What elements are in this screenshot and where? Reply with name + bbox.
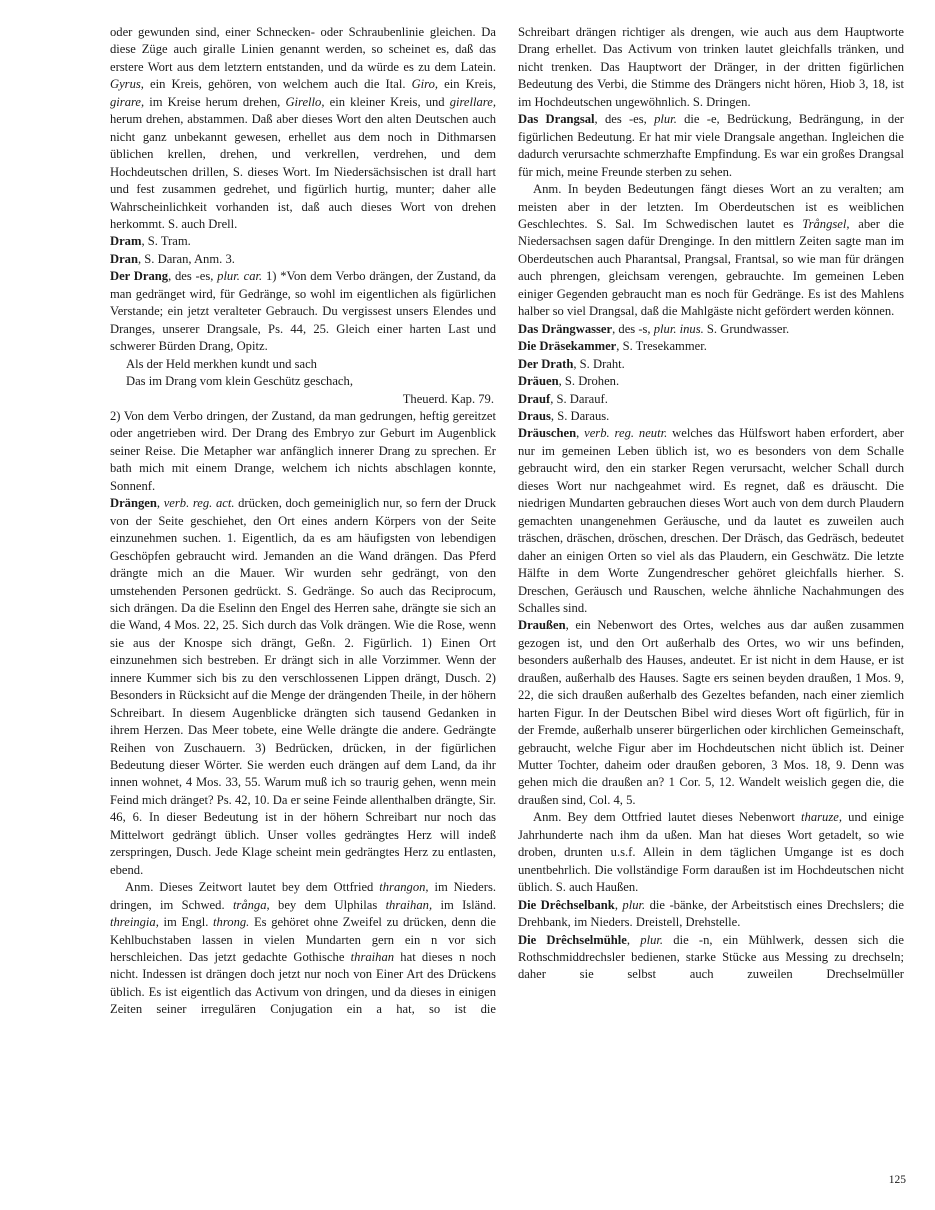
text-run: , des -es, [168,269,218,284]
left-paragraph-l8 [110,408,496,495]
right-paragraph-r7 [518,373,904,390]
text-run: Das im Drang vom klein Geschütz geschach, [126,374,353,389]
italic-term: girellare, [449,94,496,109]
left-paragraph-l2 [110,233,496,250]
text-run: Es gehöret ohne Zweifel zu drücken, denn die Kehlbuchstaben lassen in vielen Mundarten gern ein n vor sich herschleichen. Das jetzt gedachte Gothische [110,915,496,965]
text-run: welches das Hülfswort haben erfordert, aber nur im gemeinen Leben üblich ist, wo es besonders von dem Schalle gebraucht wird, den ein starker Regen verursacht, welcher Schall durch dieses Wort nur nachgeahmet wird. Es regnet, daß es dräuscht. Die niedrigen Mundarten gebrauchen dieses Wort auch von dem durch Plaudern gemachten unangenehmen Geräusche, und da lautet es zuweilen auch träschen, dräschen, dröschen, dreschen. Der Dräsch, das Gedräsch, bedeutet daher an einigen Orten so viel als das Plaudern, ein Geschwätz. Die letzte Hälfte in dem Worte Zungendrescher gehöret gleichfalls hierher. S. Dreschen, Geräusch und Rauschen, welche ähnliche Nachahmungen des Schalles sind. [518,426,904,615]
right-paragraph-r10 [518,425,904,617]
text-run: S. Grundwasser. [703,321,790,336]
left-paragraph-l9 [110,495,496,879]
left-column [110,24,496,1019]
text-run: die -n, ein Mühlwerk, dessen sich die Rothschmiddrechsler bedienen, starke Stücke aus Messing zu drechseln; daher sie selbst auch zuweilen Drechselmüller [518,932,905,982]
italic-term: Gyrus, [110,77,144,92]
right-paragraph-r6 [518,356,904,373]
text-run: , ein Nebenwort des Ortes, welches aus dar außen zusammen gezogen ist, und den Ort außerhalb des Ortes, wo wir uns befinden, besonders außerhalb des Hauses, andeutet. Er ist nicht in dem Hause, er ist draußen, außerhalb des Hauses. Sagte ers seinen beyden draußen, 1 Mos. 9, 22, die sich draußen außerhalb des Gezeltes befanden, nach einer ziemlich harten Figur. In der Deutschen Bibel wird dieses Wort oft figürlich, für in der Fremde, außerhalb unserer bürgerlichen oder kirchlichen Gemeinschaft, gebraucht, welche Figur aber im Hochdeutschen nicht üblich ist. Deiner Mutter Tochter, daheim oder draußen geboren, 3 Mos. 18, 9. Denn was gehen mich die draußen an? 1 Cor. 5, 12. Wandelt weislich gegen die, die draußen sind, Col. 4, 5. [518,618,904,807]
right-column [518,24,904,984]
text-run: oder gewunden sind, einer Schnecken- oder Schraubenlinie gleichen. Da diese Züge auch giralle Linien genannt werden, so scheinet es, daß das erstere Wort aus dem letztern entstanden, und da würde es zu dem Latein. [110,25,496,74]
italic-term: threingia, [110,915,159,930]
text-run: , S. Darauf. [550,391,608,406]
text-run: und einige Jahrhunderte nach ihm da ußen. Man hat dieses Wort getadelt, so wie droben, drunten u.s.f. Allein in dem täglichen Umgange ist es doch unentbehrlich. Die vollständige Form daraußen ist im Hochdeutschen nicht üblich. S. auch Haußen. [518,810,904,895]
text-run: , [576,426,585,441]
italic-term: Trångsel, [802,216,850,231]
italic-term: plur. car. [217,269,263,284]
right-paragraph-r12 [518,809,904,896]
left-paragraph-l6 [110,373,496,390]
italic-term: thrangon, [379,880,429,895]
text-run: im Nieders. dringen, im Schwed. [110,880,496,912]
headword: Dran [110,251,138,266]
right-paragraph-r11 [518,617,904,809]
headword: Dram [110,234,142,249]
text-run: , S. Tram. [141,234,191,249]
left-paragraph-l4 [110,268,496,355]
italic-term: throng. [213,915,250,930]
text-run: im Isländ. [432,897,496,912]
italic-term: plur. [640,932,664,947]
headword: Drauf [518,391,551,406]
headword: Der Drang [110,269,169,284]
headword: Dräuen [518,374,559,389]
left-paragraph-l10 [110,879,496,1019]
text-run: Anm. Dieses Zeitwort lautet bey dem Ottfried [125,880,380,895]
text-run: Schreibart drängen richtiger als drengen, wie auch aus dem Hauptworte Drang erhellet. Das Activum von trinken lautet gleichfalls tränken, und nicht trenken. Das Hauptwort der Dränger, in der dritten figürlichen Bedeutung des Verbi, die Stimme des Drängers nicht hören, Hiob 3, 18, ist im Hochdeutschen ungewöhnlich. S. Dringen. [518,25,904,109]
italic-term: plur. inus. [653,321,704,336]
right-paragraph-r3 [518,181,904,321]
text-run: im Engl. [158,915,214,930]
headword: Die Drêchselbank [518,897,615,912]
text-run: , S. Daraus. [550,408,610,423]
right-paragraph-r4 [518,321,904,338]
italic-term: Girello, [285,94,325,109]
headword: Drängen [110,496,157,511]
italic-term: thraihan, [385,897,433,912]
text-run: herum drehen, abstammen. Daß aber dieses Wort den alten Deutschen auch nicht ganz unbekannt gewesen, erhellet aus dem noch in Dithmarsen üblichen krellen, drehen, und verkrellen, verdrehen, und dem Hochdeutschen drillen, S. dieses Wort. Im Niedersächsischen ist drall hart und fest zusammen gedrehet, und figürlich hurtig, munter; daher alle Wahrscheinlichkeit vorhanden ist, daß auch dieses Wort von drehen herkommt. S. auch Drell. [110,112,496,231]
text-run: ein Kreis, gehören, von welchem auch die Ital. [143,77,412,92]
text-run: , [156,496,164,511]
italic-term: verb. reg. neutr. [584,426,668,441]
italic-term: verb. reg. act. [163,496,235,511]
text-run: ein Kreis, [438,77,497,92]
text-run: Theuerd. Kap. 79. [402,391,494,406]
text-run: ein kleiner Kreis, und [324,94,450,109]
text-run: Anm. Bey dem Ottfried lautet dieses Nebenwort [533,810,802,825]
text-run: im Kreise herum drehen, [144,94,286,109]
text-run: Anm. In beyden Bedeutungen fängt dieses Wort an zu veralten; am meisten aber in der letzten. Im Oberdeutschen ist es weiblichen Geschlechtes. S. Sal. Im Schwedischen lautet es [518,182,904,231]
italic-term: girare, [110,94,145,109]
right-paragraph-r14 [518,932,904,984]
headword: Die Drêchselmühle [518,932,627,947]
text-run: hat dieses n noch nicht. Indessen ist drängen doch jetzt nur noch von Einer Art des Drückens üblich. Es ist eigentlich das Activum von dringen, und da dieses in einigen Zeiten seiner irregulären Conjugation ein a hat, so ist die [110,950,496,1017]
left-paragraph-l1 [110,24,496,233]
text-run: die -bänke, der Arbeitstisch eines Drechslers; die Drehbank, im Nieders. Dreistell, Drehstelle. [518,897,905,930]
text-run: , S. Draht. [573,356,625,371]
italic-term: plur. [654,112,677,127]
headword: Draußen [518,618,566,633]
right-paragraph-r1 [518,24,904,111]
text-run: , des -s, [612,321,654,336]
right-paragraph-r13 [518,897,904,932]
headword: Dräuschen [518,426,577,441]
text-run: , des -es, [594,112,655,127]
headword: Draus [518,408,551,423]
headword: Der Drath [518,356,574,371]
right-paragraph-r5 [518,338,904,355]
text-run: 1) *Von dem Verbo drängen, der Zustand, da man gedränget wird, für Gedränge, so wohl im eigentlichen als figürlichen Verstande; ein jetzt veralteter Gebrauch. Du vergissest unsers Elendes und Dranges, unserer Drangsale, Ps. 44, 25. Gleich einer harten Last und schwerer Bürden Drang, Opitz. [110,269,497,354]
left-paragraph-l7 [110,391,496,408]
text-run: 2) Von dem Verbo dringen, der Zustand, da man gedrungen, heftig gereitzet oder angetrieben wird. Der Drang des Embryo zur Geburt im Augenblick seiner Reise. Die Metapher war anfänglich innerer Drang zu sprechen. Er bath mich mit einem Drange, welchem ich nichts abschlagen konnte, Sonnenf. [110,408,496,493]
italic-term: trånga, [232,897,270,912]
text-run: , [614,897,623,912]
text-run: die -e, Bedrückung, Bedrängung, in der figürlichen Bedeutung. Er hat mir viele Drangsale angethan. Ingleichen die dadurch verursachte schmerzhafte Empfindung. Es war ein großes Drangsal für mich, meine Freunde sterben zu sehen. [518,112,904,179]
right-paragraph-r8 [518,391,904,408]
page-number: 125 [888,1174,906,1186]
text-run: Als der Held merkhen kundt und sach [126,356,317,371]
italic-term: plur. [622,897,646,912]
text-run: , S. Tresekammer. [616,339,707,354]
headword: Das Drangsal [518,112,595,127]
text-run: , S. Drohen. [558,374,620,389]
headword: Die Dräsekammer [518,339,617,354]
text-run: bey dem Ulphilas [269,897,386,912]
text-run: aber die Niedersachsen sagen dafür Drenginge. In den mittlern Zeiten sagte man im Oberdeutschen auch Pharantsal, Prangsal, Frantsal, so wie man für drängen auch phrengen, gleichsam verengen, gebrauchte. Im gemeinen Leben einiger Gegenden gebraucht man es noch für Gedränge. Es ist des Mahlens halber so viel Drangsal, daß die Mahlgäste nicht gefördert werden können. [518,216,904,319]
italic-term: thraihan [350,950,395,965]
italic-term: Giro, [411,77,439,92]
text-run: , S. Daran, Anm. 3. [138,251,235,266]
headword: Das Drängwasser [518,321,613,336]
text-run: , [626,932,641,947]
italic-term: tharuze, [801,810,842,825]
right-paragraph-r2 [518,111,904,181]
text-run: drücken, doch gemeiniglich nur, so fern der Druck von der Seite geschiehet, den Ort eines andern Körpers von der Seite einzunehmen suchen. 1. Eigentlich, da es am häufigsten von lebendigen Geschöpfen gebraucht wird. Jemanden an die Wand drängen. Das Pferd drängte mich an die Mauer. Wir wurden sehr gedrängt, von den umstehenden Personen gedrückt. S. Gedränge. So auch das Reciprocum, sich drängen. Da die Eselinn den Engel des Herren sahe, drängte sie sich an die Wand, 4 Mos. 22, 25. Sich durch das Volk drängen. Wie die Rose, wenn sie aus der Knospe sich drängt, Geßn. 2. Figürlich. 1) Einen Ort einzunehmen sich bestreben. Er drängt sich in alle Vorzimmer. Wenn der innere Kummer sich bis zu den verschlossenen Lippen drängt, Dusch. 2) Besonders in Rücksicht auf die Menge der drängenden Theile, in der höhern Schreibart. In diesem Augenblicke drängten sich tausend Gedanken in ihrem Herzen. Das Meer tobete, eine Welle drängte die andere. Gedrängte Reihen von Zuschauern. 3) Bedrücken, drücken, in der figürlichen Bedeutung dieser Wörter. Sie werden euch drängen auf dem Land, da ihr innen wohnet, 4 Mos. 33, 55. Warum muß ich so traurig gehen, wenn mein Feind mich dränget? Ps. 42, 10. Da er seine Feinde allenthalben drängte, Sir. 46, 6. In dieser Bedeutung ist in der höhern Schreibart nur noch das Mittelwort gedrängt üblich. Unser volles gedrängtes Herz will indeß zerspringen, Dusch. Jede Klage scheint mein gedrängtes Herz zu entlasten, ebend. [110,496,497,877]
left-paragraph-l3 [110,251,496,268]
right-paragraph-r9 [518,408,904,425]
left-paragraph-l5 [110,356,496,373]
